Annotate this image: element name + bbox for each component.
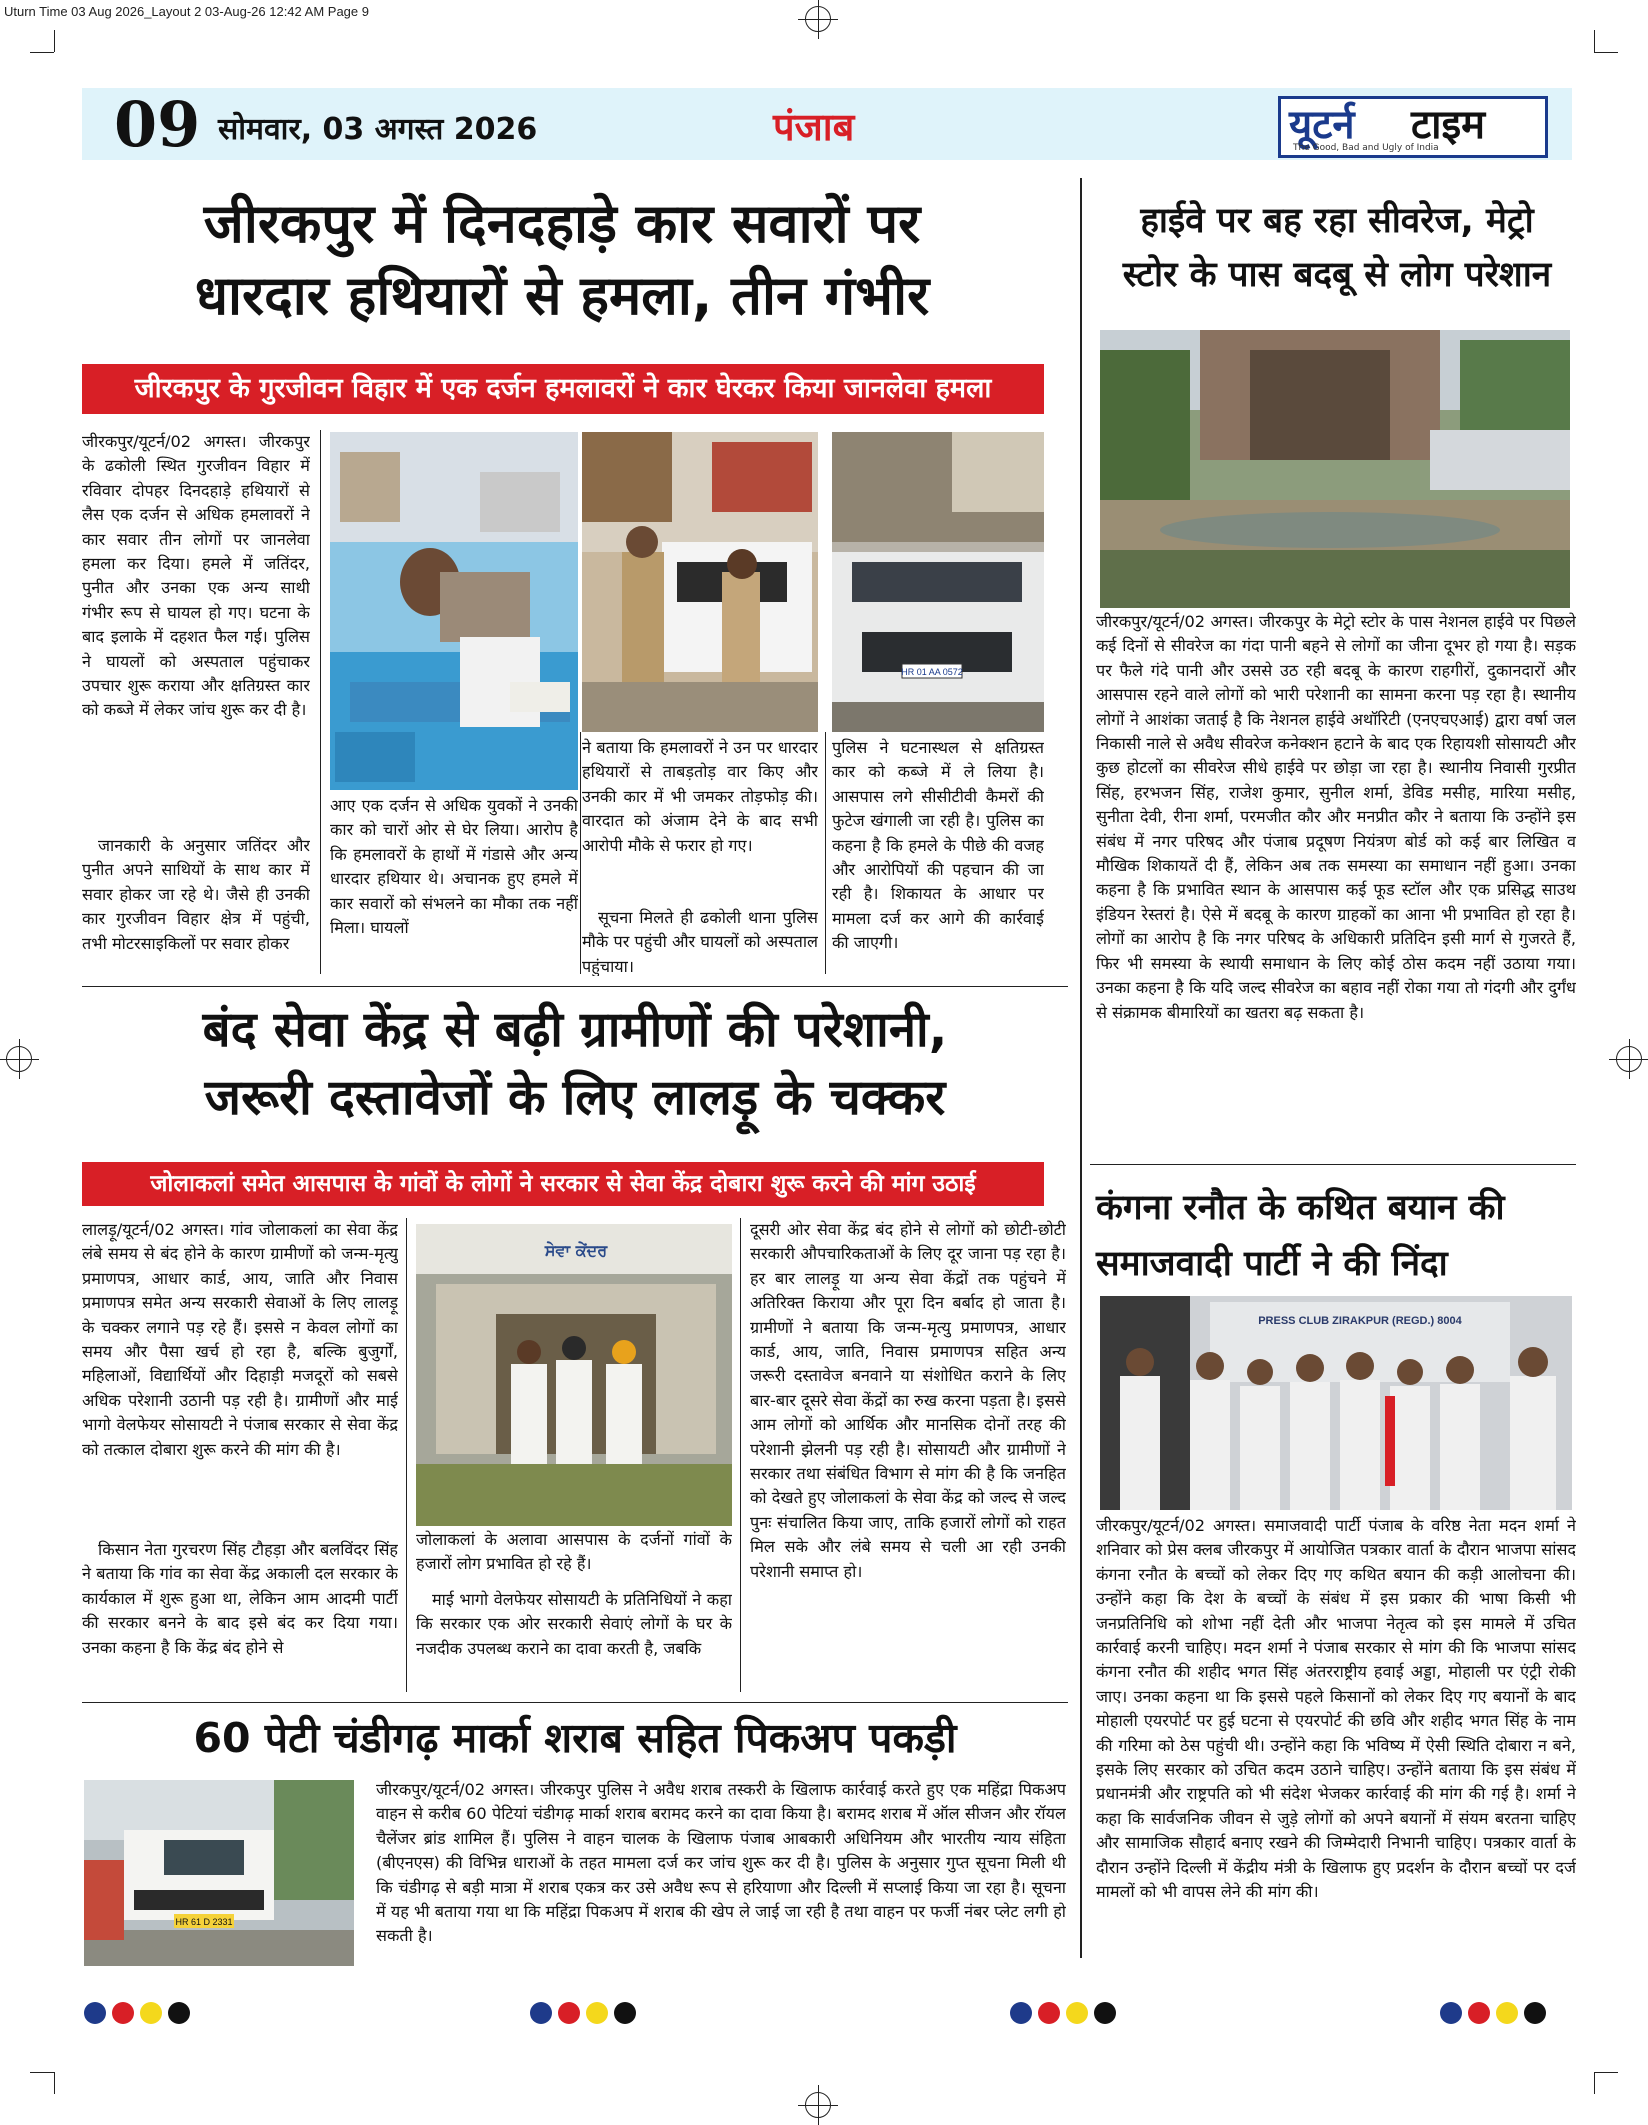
story1-photo-car <box>832 432 1044 732</box>
color-registration-strip-2 <box>530 2002 640 2026</box>
color-dot <box>84 2002 106 2024</box>
column-rule <box>580 732 581 974</box>
story4-photo-press <box>1100 1296 1572 1510</box>
newspaper-logo <box>1278 96 1548 158</box>
story4-headline-line1: कंगना रनौत के कथित बयान की <box>1096 1188 1505 1228</box>
color-dot <box>558 2002 580 2024</box>
registration-mark-left <box>6 1046 32 1072</box>
color-dot <box>1468 2002 1490 2024</box>
story2-headline <box>1096 194 1578 302</box>
story4-body: जीरकपुर/यूटर्न/02 अगस्त। समाजवादी पार्टी पंजाब के वरिष्ठ नेता मदन शर्मा ने शनिवार को प्रेस क्लब जीरकपुर में आयोजित पत्रकार वार्ता के दौरान भाजपा सांसद कंगना रनौत के बच्चों को लेकर दिए गए कथित बयान की कड़ी आलोचना की। उन्होंने कहा कि देश के बच्चों के संबंध में इस प्रकार की भाषा किसी भी जनप्रतिनिधि को शोभा नहीं देती और भाजपा नेतृत्व को इस मामले में उचित कार्रवाई करनी चाहिए। मदन शर्मा ने पंजाब सरकार से मांग की कि भाजपा सांसद कंगना रनौत की शहीद भगत सिंह अंतरराष्ट्रीय हवाई अड्डा, मोहाली पर एंट्री रोकी जाए। उनका कहना था कि इससे पहले किसानों को लेकर दिए गए बयानों के बाद मोहाली एयरपोर्ट पर हुई घटना से एयरपोर्ट की छवि और शहीद भगत सिंह के नाम की गरिमा को ठेस पहुंची थी। उन्होंने कहा कि भविष्य में ऐसी स्थिति दोबारा न बने, इसके लिए सरकार को उचित कदम उठाने चाहिए। उन्होंने बताया कि इस संबंध में प्रधानमंत्री और राष्ट्रपति को भी संदेश भेजकर कार्रवाई की मांग की गई है। शर्मा ने कहा कि सार्वजनिक जीवन से जुड़े लोगों को अपने बयानों में संयम बरतना चाहिए और सामाजिक सौहार्द बनाए रखने की जिम्मेदारी निभानी चाहिए। पत्रकार वार्ता के दौरान उन्होंने दिल्ली में केंद्रीय मंत्री के खिलाफ हुए प्रदर्शन के दौरान बच्चों पर दर्ज मामलों को भी वापस लेने की मांग की। <box>1096 1516 1576 1902</box>
story1-col4: पुलिस ने घटनास्थल से क्षतिग्रस्त कार को कब्जे में ले लिया है। आसपास लगे सीसीटीवी कैमरों की फुटेज खंगाली जा रही है। पुलिस का कहना है कि हमले के पीछे की वजह और आरोपियों की पहचान की जा रही है। शिकायत के आधार पर मामला दर्ज कर आगे की कार्रवाई की जाएगी। <box>832 738 1044 953</box>
section-name: पंजाब <box>773 105 855 149</box>
story2-headline-line1: हाईवे पर बह रहा सीवरेज, मेट्रो <box>1140 201 1534 241</box>
pickup-truck-photo <box>84 1780 354 1966</box>
story2-photo-sewage <box>1100 330 1570 608</box>
color-registration-strip-4 <box>1440 2002 1550 2026</box>
crop-mark <box>54 30 55 52</box>
column-rule <box>406 1218 407 1692</box>
color-dot <box>1066 2002 1088 2024</box>
story1-photo-police <box>582 432 818 732</box>
crop-mark <box>54 2072 55 2094</box>
crop-mark <box>1594 2072 1618 2073</box>
closed-seva-kendra-photo <box>416 1224 732 1526</box>
story4-headline-line2: समाजवादी पार्टी ने की निंदा <box>1096 1244 1448 1284</box>
story1-headline-line1: जीरकपुर में दिनदहाड़े कार सवारों पर <box>203 192 921 255</box>
story3-headline <box>82 996 1068 1132</box>
logo-word-1: यूटर्न <box>1289 102 1355 148</box>
story3-col1b: किसान नेता गुरचरण सिंह टौहड़ा और बलविंदर सिंह ने बताया कि गांव का सेवा केंद्र अकाली दल सरकार के कार्यकाल में शुरू हुआ था, लेकिन आम आदमी पार्टी की सरकार बनने के बाद इसे बंद कर दिया गया। उनका कहना है कि केंद्र बंद होने से <box>82 1540 398 1657</box>
registration-mark-right <box>1616 1046 1642 1072</box>
color-dot <box>1440 2002 1462 2024</box>
logo-word-2: टाइम <box>1411 102 1486 148</box>
banner-text: PRESS CLUB ZIRAKPUR (REGD.) 8004 <box>1258 1315 1462 1327</box>
seva-kendra-sign: ਸੇਵਾ ਕੇਂਦਰ <box>544 1241 608 1260</box>
column-rule <box>825 732 826 974</box>
color-dot <box>1010 2002 1032 2024</box>
color-dot <box>530 2002 552 2024</box>
story3-headline-line2: जरूरी दस्तावेजों के लिए लालड़ू के चक्कर <box>204 1069 946 1126</box>
story5-headline: 60 पेटी चंडीगढ़ मार्का शराब सहित पिकअप पकड़ी <box>193 1714 957 1762</box>
crop-mark <box>1594 30 1595 52</box>
story3-col2: जोलाकलां के अलावा आसपास के दर्जनों गांवों के हजारों लोग प्रभावित हो रहे हैं। <box>416 1530 732 1574</box>
car-plate-text: HR 01 AA 0572 <box>901 667 963 677</box>
color-dot <box>112 2002 134 2024</box>
story1-col2: आए एक दर्जन से अधिक युवकों ने उनकी कार को चारों ओर से घेर लिया। आरोप है कि हमलावरों के हाथों में गंडासे और अन्य धारदार हथियार थे। अचानक हुए हमले में कार सवारों को संभलने का मौका तक नहीं मिला। घायलों <box>330 796 578 938</box>
story1-photo-injured <box>330 432 578 790</box>
page-number: 09 <box>114 88 201 161</box>
crop-mark <box>1594 52 1618 53</box>
color-dot <box>1094 2002 1116 2024</box>
issue-date: सोमवार, 03 अगस्त 2026 <box>218 112 538 147</box>
story3-col1: लालड़ू/यूटर्न/02 अगस्त। गांव जोलाकलां का सेवा केंद्र लंबे समय से बंद होने के कारण ग्रामीणों को जन्म-मृत्यु प्रमाणपत्र, आधार कार्ड, आय, जाति और निवास प्रमाणपत्र समेत अन्य सरकारी सेवाओं के लिए लालड़ू के चक्कर लगाने पड़ रहे हैं। इससे न केवल लोगों का समय और पैसा खर्च हो रहा है, बल्कि बुजुर्गों, महिलाओं, विद्यार्थियों और दिहाड़ी मजदूरों को सबसे अधिक परेशानी उठानी पड़ रही है। ग्रामीणों और माई भागो वेलफेयर सोसायटी ने पंजाब सरकार से सेवा केंद्र को तत्काल दोबारा शुरू करने की मांग की है। <box>82 1220 398 1459</box>
story-separator <box>82 986 1068 987</box>
column-rule <box>740 1218 741 1692</box>
color-dot <box>614 2002 636 2024</box>
color-dot <box>168 2002 190 2024</box>
story1-col3b: सूचना मिलते ही ढकोली थाना पुलिस मौके पर पहुंची और घायलों को अस्पताल पहुंचाया। <box>582 908 818 976</box>
story1-headline <box>82 188 1042 332</box>
story3-kicker: जोलाकलां समेत आसपास के गांवों के लोगों ने सरकार से सेवा केंद्र दोबारा शुरू करने की मांग उठाई <box>82 1162 1044 1206</box>
story1-col1: जीरकपुर/यूटर्न/02 अगस्त। जीरकपुर के ढकोली स्थित गुरजीवन विहार में रविवार दोपहर दिनदहाड़े हथियारों से लैस एक दर्जन से अधिक हमलावरों ने कार सवार तीन लोगों पर जानलेवा हमला कर दिया। हमले में जतिंदर, पुनीत और उनका एक अन्य साथी गंभीर रूप से घायल हो गए। घटना के बाद इलाके में दहशत फैल गई। पुलिस ने घायलों को अस्पताल पहुंचाकर उपचार शुरू कराया और क्षतिग्रस्त कार को कब्जे में लेकर जांच शुरू कर दी है। <box>82 432 310 720</box>
story1-headline-line2: धारदार हथियारों से हमला, तीन गंभीर <box>194 264 930 327</box>
story1-kicker: जीरकपुर के गुरजीवन विहार में एक दर्जन हमलावरों ने कार घेरकर किया जानलेवा हमला <box>82 364 1044 414</box>
crop-mark <box>1594 2072 1595 2094</box>
story-separator <box>82 1702 1068 1703</box>
story5-body: जीरकपुर/यूटर्न/02 अगस्त। जीरकपुर पुलिस ने अवैध शराब तस्करी के खिलाफ कार्रवाई करते हुए एक महिंद्रा पिकअप वाहन से करीब 60 पेटियां चंडीगढ़ मार्का शराब बरामद करने का दावा किया है। बरामद शराब में ऑल सीजन और रॉयल चैलेंजर ब्रांड शामिल हैं। पुलिस ने वाहन चालक के खिलाफ पंजाब आबकारी अधिनियम और भारतीय न्याय संहिता (बीएनएस) की विभिन्न धाराओं के तहत मामला दर्ज कर जांच शुरू कर दी है। पुलिस के अनुसार गुप्त सूचना मिली थी कि चंडीगढ़ से बड़ी मात्रा में शराब एकत्र कर उसे अवैध रूप से हरियाणा और दिल्ली में सप्लाई किया जा रहा है। सूचना में यह भी बताया गया था कि महिंद्रा पिकअप में शराब की खेप ले जाई जा रही है तथा वाहन पर फर्जी नंबर प्लेट लगी हो सकती है। <box>376 1780 1066 1946</box>
color-registration-strip-1 <box>84 2002 194 2026</box>
injured-man-photo <box>330 432 578 790</box>
page-column-divider <box>1080 178 1082 1958</box>
color-registration-strip-3 <box>1010 2002 1120 2026</box>
story2-body: जीरकपुर/यूटर्न/02 अगस्त। जीरकपुर के मेट्रो स्टोर के पास नेशनल हाईवे पर पिछले कई दिनों से सीवरेज का गंदा पानी बहने से लोगों का जीना दूभर हो गया है। सड़क पर फैले गंदे पानी और उससे उठ रही बदबू के कारण राहगीरों, दुकानदारों और आसपास रहने वाले लोगों को भारी परेशानी का सामना करना पड़ रहा है। स्थानीय लोगों ने आशंका जताई है कि नेशनल हाईवे अथॉरिटी (एनएचएआई) द्वारा वर्षा जल निकासी नाले से अवैध सीवरेज कनेक्शन हटाने के बाद एक रिहायशी सोसायटी और कुछ होटलों का सीवरेज सीधे हाईवे पर छोड़ा जा रहा है। स्थानीय निवासी गुरप्रीत सिंह, हरभजन सिंह, राजेश कुमार, सुनील शर्मा, डेविड मसीह, मारिया मसीह, सुनीता देवी, रीना शर्मा, परमजीत कौर और मनप्रीत कौर ने बताया कि उन्होंने इस संबंध में नगर परिषद और पंजाब प्रदूषण नियंत्रण बोर्ड को कई बार लिखित व मौखिक शिकायतें दी हैं, लेकिन अब तक समस्या का समाधान नहीं हुआ। उनका कहना है कि प्रभावित स्थान के आसपास कई फूड स्टॉल और एक प्रसिद्ध साउथ इंडियन रेस्तरां है। ऐसे में बदबू के कारण ग्राहकों का आना भी प्रभावित हो रहा है। लोगों का आरोप है कि नगर परिषद के अधिकारी प्रतिदिन इसी मार्ग से गुजरते हैं, फिर भी समस्या के स्थायी समाधान के लिए कोई ठोस कदम नहीं उठाया गया। उनका कहना है कि यदि जल्द सीवरेज का बहाव नहीं रोका गया तो गंदगी और दुर्गंध से संक्रामक बीमारियों का खतरा बढ़ सकता है। <box>1096 612 1576 1022</box>
color-dot <box>586 2002 608 2024</box>
registration-mark-top <box>805 6 831 32</box>
police-inspecting-photo <box>582 432 818 732</box>
color-dot <box>140 2002 162 2024</box>
story3-headline-line1: बंद सेवा केंद्र से बढ़ी ग्रामीणों की परेशानी, <box>202 1001 948 1058</box>
story3-photo-seva-kendra <box>416 1224 732 1526</box>
color-dot <box>1496 2002 1518 2024</box>
color-dot <box>1038 2002 1060 2024</box>
story3-col2b: माई भागो वेलफेयर सोसायटी के प्रतिनिधियों ने कहा कि सरकार एक ओर सरकारी सेवाएं लोगों के घर के नजदीक उपलब्ध कराने का दावा करती है, जबकि <box>416 1590 732 1658</box>
damaged-car-photo <box>832 432 1044 732</box>
story5-photo-pickup <box>84 1780 354 1966</box>
press-conference-photo <box>1100 1296 1572 1510</box>
logo-tagline: The Good, Bad and Ugly of India <box>1293 143 1439 153</box>
sewage-street-photo <box>1100 330 1570 608</box>
color-dot <box>1524 2002 1546 2024</box>
story1-col3: ने बताया कि हमलावरों ने उन पर धारदार हथियारों से ताबड़तोड़ वार किए और उनकी कार में भी जमकर तोड़फोड़ की। वारदात को अंजाम देने के बाद सभी आरोपी मौके से फरार हो गए। <box>582 738 818 855</box>
story2-headline-line2: स्टोर के पास बदबू से लोग परेशान <box>1122 255 1552 295</box>
story1-col1b: जानकारी के अनुसार जतिंदर और पुनीत अपने साथियों के साथ कार में सवार होकर जा रहे थे। जैसे ही उनकी कार गुरजीवन विहार क्षेत्र में पहुंची, तभी मोटरसाइकिलों पर सवार होकर <box>82 836 310 953</box>
crop-mark <box>30 2072 54 2073</box>
registration-mark-bottom <box>805 2092 831 2118</box>
column-rule <box>320 430 321 974</box>
story3-col3: दूसरी ओर सेवा केंद्र बंद होने से लोगों को छोटी-छोटी सरकारी औपचारिकताओं के लिए दूर जाना पड़ रहा है। हर बार लालड़ू या अन्य सेवा केंद्रों तक पहुंचने में अतिरिक्त किराया और पूरा दिन बर्बाद हो जाता है। ग्रामीणों ने बताया कि जन्म-मृत्यु प्रमाणपत्र, आधार कार्ड, आय, जाति, निवास प्रमाणपत्र सहित अन्य जरूरी दस्तावेज बनवाने या संशोधित कराने के लिए बार-बार दूसरे सेवा केंद्रों का रुख करना पड़ता है। इससे आम लोगों को आर्थिक और मानसिक दोनों तरह की परेशानी झेलनी पड़ रही है। सोसायटी और ग्रामीणों ने सरकार तथा संबंधित विभाग से मांग की है कि जनहित को देखते हुए जोलाकलां के सेवा केंद्र को जल्द से जल्द पुनः संचालित किया जाए, ताकि हजारों लोगों को राहत मिल सके और लंबे समय से चली आ रही उनकी परेशानी समाप्त हो। <box>750 1220 1066 1581</box>
print-slug: Uturn Time 03 Aug 2026_Layout 2 03-Aug-26 12:42 AM Page 9 <box>4 4 369 19</box>
crop-mark <box>30 52 54 53</box>
pickup-plate-text: HR 61 D 2331 <box>175 1917 233 1927</box>
story4-headline <box>1096 1180 1578 1292</box>
story-separator <box>1090 1164 1576 1165</box>
